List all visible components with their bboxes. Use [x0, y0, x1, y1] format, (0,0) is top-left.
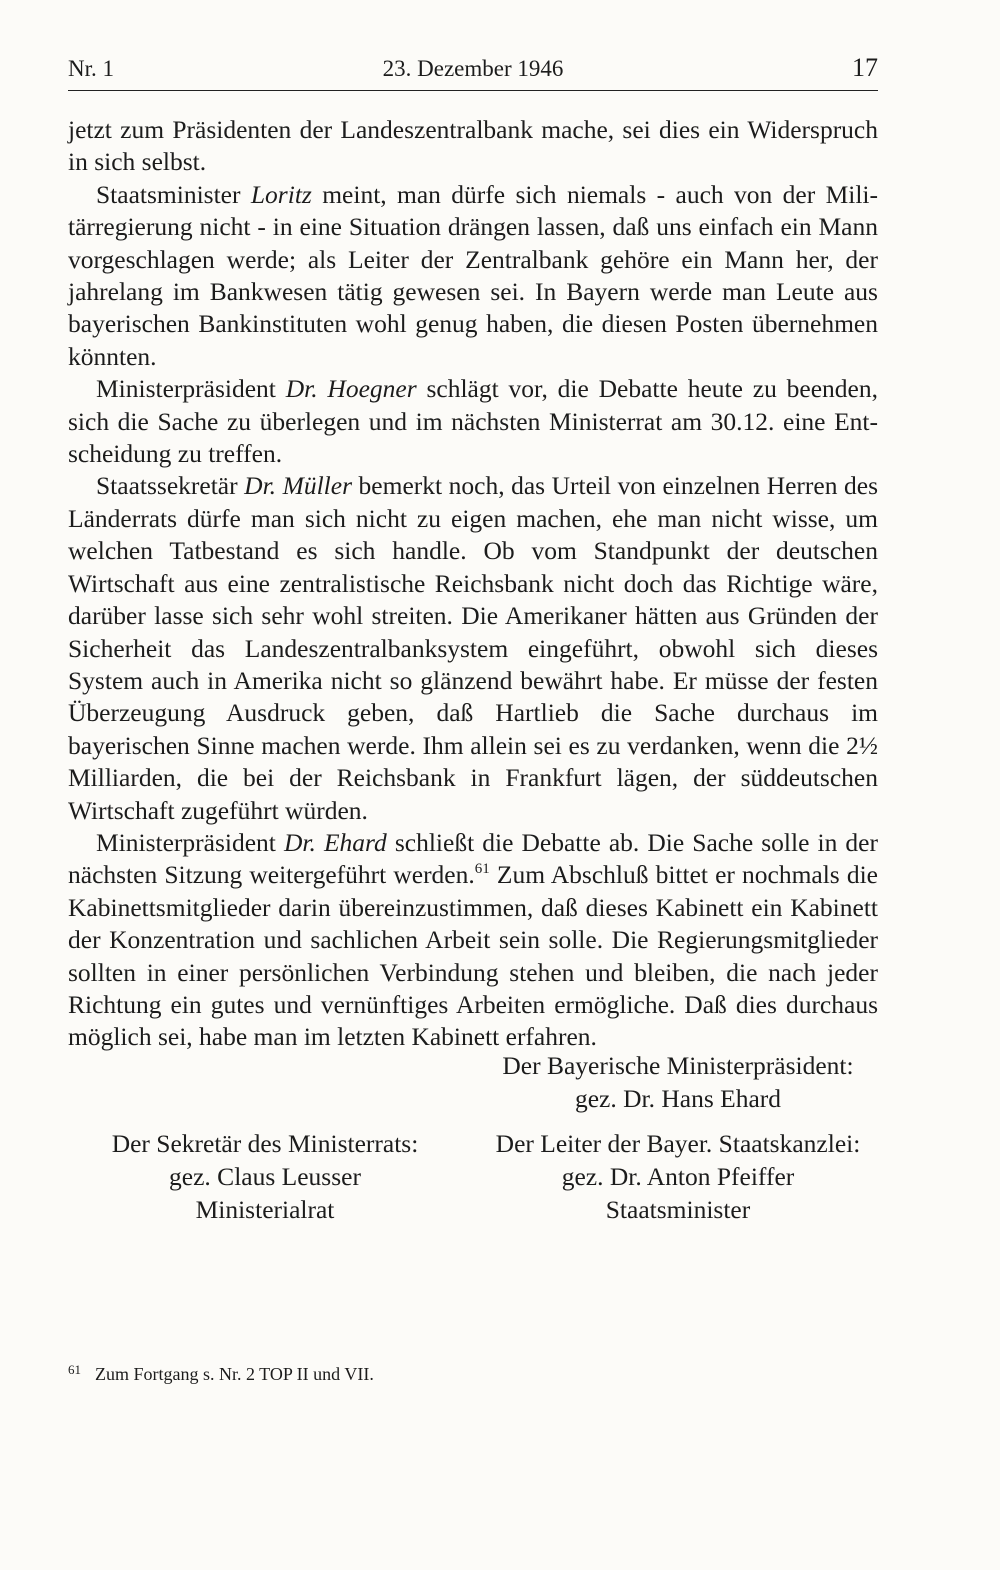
footnote-text: Zum Fortgang s. Nr. 2 TOP II und VII.: [95, 1364, 374, 1384]
signature-secretary: Der Sekretär des Ministerrats: gez. Claus Leusser Ministerialrat: [111, 1129, 419, 1224]
paragraph: Staatsminister Loritz meint, man dürfe sich niemals - auch von der Militärregierung nicht - in eine Situation drängen lassen, daß uns einfach ein Mann vorgeschlagen werde; als Leiter der Zentralbank gehöre ein Mann her, der jahrelang im Bankwesen tätig gewesen sei. In Bayern werde man Leute aus bayerischen Bankinstituten wohl genug haben, die diesen Posten übernehmen könnten.: [68, 179, 878, 371]
footnote-number: 61: [68, 1362, 81, 1377]
paragraph: jetzt zum Präsidenten der Landeszentralbank mache, sei dies ein Widerspruch in sich selbst.: [68, 115, 878, 177]
page-header: [68, 50, 878, 91]
paragraph: Staatssekretär Dr. Müller bemerkt noch, das Urteil von einzelnen Herren des Länderrats dürfe man sich nicht zu eigen machen, ehe man nicht wisse, um welchen Tatbestand es sich handle. Ob vom Standpunkt der deutschen Wirtschaft aus eine zentralistische Reichsbank nicht doch das Richtige wäre, darüber lasse sich sehr wohl streiten. Die Amerikaner hätten aus Gründen der Sicherheit das Landeszentralbanksystem eingeführt, obwohl sich dieses System auch in Amerika nicht so glänzend bewährt habe. Er müsse der festen Überzeugung Ausdruck geben, daß Hartlieb die Sache durchaus im bayerischen Sinne machen werde. Ihm allein sei es zu verdanken, wenn die 2½ Milliarden, die bei der Reichsbank in Frankfurt lägen, der süddeutschen Wirtschaft zugeführt würden.: [68, 471, 879, 825]
protocol-text: [68, 114, 878, 1054]
footnote-reference: 61: [474, 861, 490, 878]
speaker-name: Loritz: [250, 179, 312, 209]
footnote: [68, 1362, 374, 1385]
speaker-name: Dr. Hoegner: [285, 374, 417, 404]
signature-chancellery-head: Der Leiter der Bayer. Staatskanzlei: gez. Dr. Anton Pfeiffer Staatsminister: [495, 1129, 861, 1224]
paragraph: Ministerpräsident Dr. Hoegner schlägt vor, die Debatte heute zu beenden, sich die Sache zu überlegen und im nächsten Ministerrat am 30.12. eine Entscheidung zu treffen.: [68, 374, 878, 469]
document-number: Nr. 1: [68, 56, 114, 81]
document-date: 23. Dezember 1946: [382, 56, 564, 81]
speaker-name: Dr. Müller: [244, 471, 352, 501]
page-number: 17: [852, 53, 878, 82]
signature-minister-president: Der Bayerische Ministerpräsident: gez. Dr. Hans Ehard: [502, 1051, 854, 1113]
speaker-name: Dr. Ehard: [283, 827, 387, 857]
paragraph: Ministerpräsident Dr. Ehard schließt die Debatte ab. Die Sache solle in der nächsten Sitzung weitergeführt werden.$^{61}$ Zum Abschluß bittet er nochmals die Kabinettsmitglieder darin übereinzustimmen, daß dieses Kabinett ein Kabinett der Konzentration und sachlichen Arbeit sein solle. Die Regierungsmitglieder sollten in einer persönlichen Verbindung stehen und bleiben, die nach jeder Richtung ein gutes und vernünftiges Arbeiten ermögliche. Daß dies durchaus möglich sei, habe man im letzten Kabinett erfahren.: [68, 827, 878, 1052]
